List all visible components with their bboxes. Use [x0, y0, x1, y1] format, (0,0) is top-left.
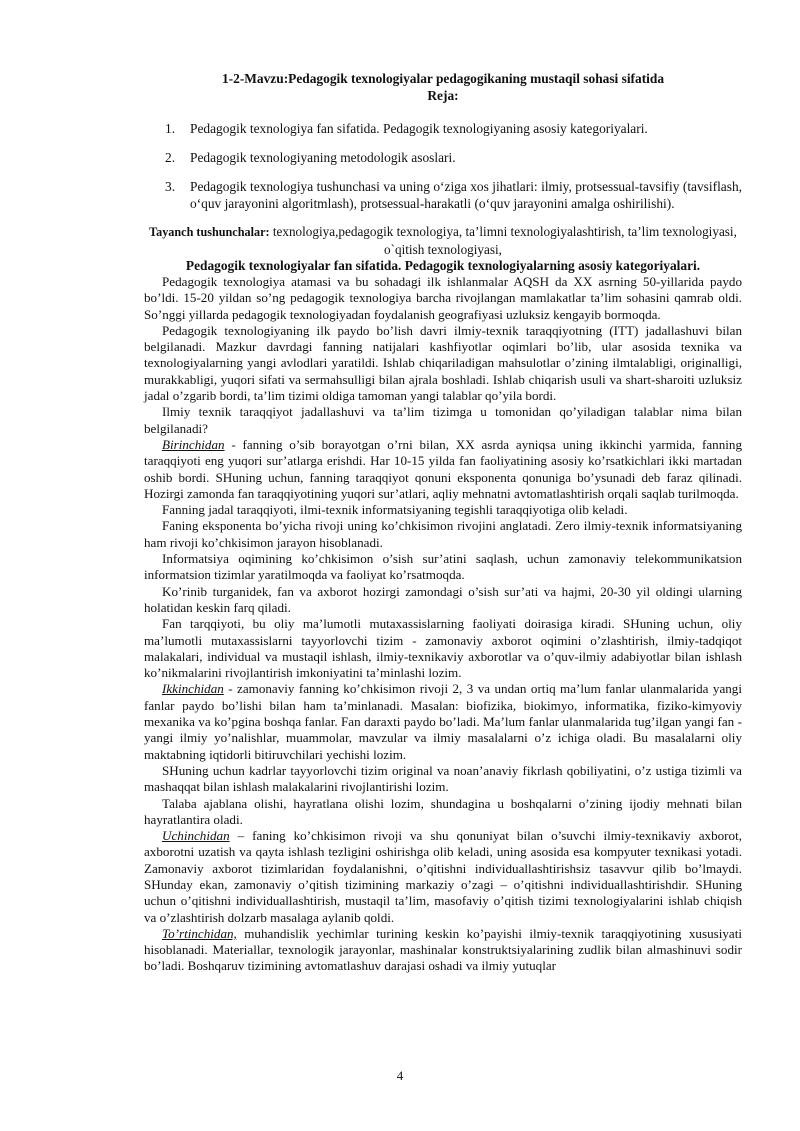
paragraph: Ilmiy texnik taraqqiyot jadallashuvi va ta’lim tizimga u tomonidan qo’yiladigan talablar nima bilan belgilanadi? — [144, 404, 742, 436]
keywords — [144, 223, 742, 258]
paragraph: Ko’rinib turganidek, fan va axborot hozirgi zamondagi o’sish sur’ati va hajmi, 20-30 yil oldingi ularning holatidan keskin farq qiladi. — [144, 583, 742, 615]
paragraph-lead: Birinchidan — [162, 436, 225, 452]
paragraph: Pedagogik texnologiya atamasi va bu sohadagi ilk ishlanmalar AQSH da XX asrning 50-yillarida paydo bo’ldi. 15-20 yildan so’ng pedagogik texnologiya barcha rivojlangan mamlakatlar ta’lim sohasini qamrab oldi. So’nggi yillarda pedagogik texnologiyadan foydalanish geografiyasi uzluksiz kengayib bormoqda. — [144, 274, 742, 322]
keywords-text: texnologiya,pedagogik texnologiya, ta’limni texnologiyalashtirish, ta’lim texnologiyasi, o`qitish texnologiyasi, — [269, 224, 737, 257]
paragraph-lead: To’rtinchidan, — [162, 925, 237, 941]
paragraph: Uchinchidan – faning ko’chkisimon rivoji va shu qonuniyat bilan o’suvchi ilmiy-texnikaviy axborot, axborotni uzatish va qayta ishlash tezligini oshirishga olib keladi, uning asosida esa kompyuter texnikasi yotadi. Zamonaviy axborot tizimlaridan foydalanishni, o’qitishni individuallashtirishsiz tasavvur qilib bo’lmaydi. SHunday ekan, zamonaviy o’qitish tizimining markaziy o’zagi – o’qitishni individuallashtirishdir. SHuning uchun o’qitishni individuallashtirish, mustaqil ta’lim, masofaviy o’qitish tizimi texnologiyalarini ishlab chiqish va o’zlashtirish dolzarb masalaga aylanib qoldi. — [144, 828, 742, 925]
plan-item: 1. Pedagogik texnologiya fan sifatida. Pedagogik texnologiyaning asosiy kategoriyalari. — [165, 121, 648, 136]
paragraph-lead: Uchinchidan — [162, 828, 230, 844]
plan-heading: Reja: — [427, 88, 459, 103]
plan-item: 3. Pedagogik texnologiya tushunchasi va uning o‘ziga xos jihatlari: ilmiy, protsessual-tavsifiy (tavsiflash, o‘quv jarayonini algoritmlash), protsessual-harakatli (o‘quv jarayonini amalga oshirilishi). — [165, 179, 742, 211]
paragraph: To’rtinchidan, muhandislik yechimlar turining keskin ko’payishi ilmiy-texnik taraqqiyotining xususiyati hisoblanadi. Materiallar, texnologik jarayonlar, mashinalar konstruktsiyalarining zudlik bilan almashinuvi sodir bo’ladi. Boshqaruv tizimining avtomatlashuv darajasi oshadi va ilmiy yutuqlar — [144, 925, 742, 974]
keywords-label: Tayanch tushunchalar: — [149, 225, 270, 239]
paragraph: Faning eksponenta bo’yicha rivoji uning ko’chkisimon rivojini anglatadi. Zero ilmiy-texnik informatsiyaning ham rivoji ko’chkisimon jarayon hisoblanadi. — [144, 518, 742, 550]
section-heading: Pedagogik texnologiyalar fan sifatida. Pedagogik texnologiyalarning asosiy kategoriyalari. — [185, 258, 701, 273]
paragraph: SHuning uchun kadrlar tayyorlovchi tizim original va noan’anaviy fikrlash qobiliyatini, o’z ustiga tizimli va mashaqqat bilan ishlash malakalarini rivojlantirishi lozim. — [144, 762, 742, 795]
plan-list — [144, 120, 742, 212]
plan-item: 2. Pedagogik texnologiyaning metodologik asoslari. — [165, 150, 456, 165]
page-number: 4 — [396, 1068, 404, 1083]
document-page — [144, 70, 742, 975]
paragraph-lead: Ikkinchidan — [162, 681, 224, 697]
paragraph: Birinchidan - fanning o’sib borayotgan o’rni bilan, XX asrda ayniqsa uning ikkinchi yarmida, fanning taraqqiyoti eng yuqori sur’atlarga erishdi. Har 10-15 yilda fan faoliyatining asosiy ko’rsatkichlari ikki martadan oshib bordi. SHuning uchun, fanning taraqqiyot qonuni eksponenta qonuniga bo’ysunadi deb faraz qilinadi. Hozirgi zamonda fan taraqqiyotining yuqori sur’atlari, aqliy mehnatni avtomatlashtirish orqali saqlab turilmoqda. — [144, 436, 742, 501]
paragraph: Ikkinchidan - zamonaviy fanning ko’chkisimon rivoji 2, 3 va undan ortiq ma’lum fanlar ulanmalarida yangi fanlar paydo bo’lishi bilan ham ta’minlanadi. Masalan: biofizika, biokimyo, informatika, fiziko-kimyoviy mexanika va ko’pgina boshqa fanlar. Fan daraxti paydo bo’ladi. Ma’lum fanlar ulanmalarida tug’ilgan yangi fan - yangi ilmiy yo’nalishlar, muammolar, mavzular va ilmiy masalalarni o’z ichiga oladi. Bu masalalarni oliy maktabning iqtidorli bitiruvchilari yechishi lozim. — [144, 681, 742, 762]
paragraph: Informatsiya oqimining ko’chkisimon o’sish sur’atini saqlash, uchun zamonaviy telekommunikatsion informatsion tizimlar yaratilmoqda va faoliyat ko’rsatmoqda. — [144, 551, 742, 583]
body-text — [144, 274, 742, 975]
paragraph: Talaba ajablana olishi, hayratlana olishi lozim, shundagina u boshqalarni o’zining ijodiy mehnati bilan hayratlantira oladi. — [144, 795, 742, 827]
paragraph: Fanning jadal taraqqiyoti, ilmi-texnik informatsiyaning tegishli taraqqiyotiga olib keladi. — [162, 502, 628, 518]
paragraph: Fan tarqqiyoti, bu oliy ma’lumotli mutaxassislarning faoliyati doirasiga kiradi. SHuning uchun, oliy ma’lumotli mutaxassislarni tayyorlovchi tizim - zamonaviy axborot oqimini o’zlashtirish, ilmiy-tadqiqot malakalari, individual va mustaqil ishlash, ilmiy-texnikaviy axborotlar va o’quv-ilmiy adabiyotlar bilan ishlash ko’nikmalarini rivojlantirish imkoniyatini ta’minlashi lozim. — [144, 616, 742, 681]
document-title: 1-2-Mavzu:Pedagogik texnologiyalar pedagogikaning mustaqil sohasi sifatida — [221, 71, 665, 86]
paragraph: Pedagogik texnologiyaning ilk paydo bo’lish davri ilmiy-texnik taraqqiyotning (ITT) jadallashuvi bilan belgilanadi. Mazkur davrdagi fanning natijalari kashfiyotlar oqimlari bo’lib, ular asosida texnika va texnologiyalarning yangi avlodlari yaratildi. Ishlab chiqariladigan mahsulotlar o’zining ilmtalabligi, originalligi, murakkabligi, yuqori sifati va sermahsulligi bilan ajrala boshladi. Ishlab chiqarish usuli va shart-sharoiti uzluksiz jadal o’zgarib bordi, ta’lim tizimi oldiga tamoman yangi talablar qo’yila bordi. — [144, 322, 742, 404]
